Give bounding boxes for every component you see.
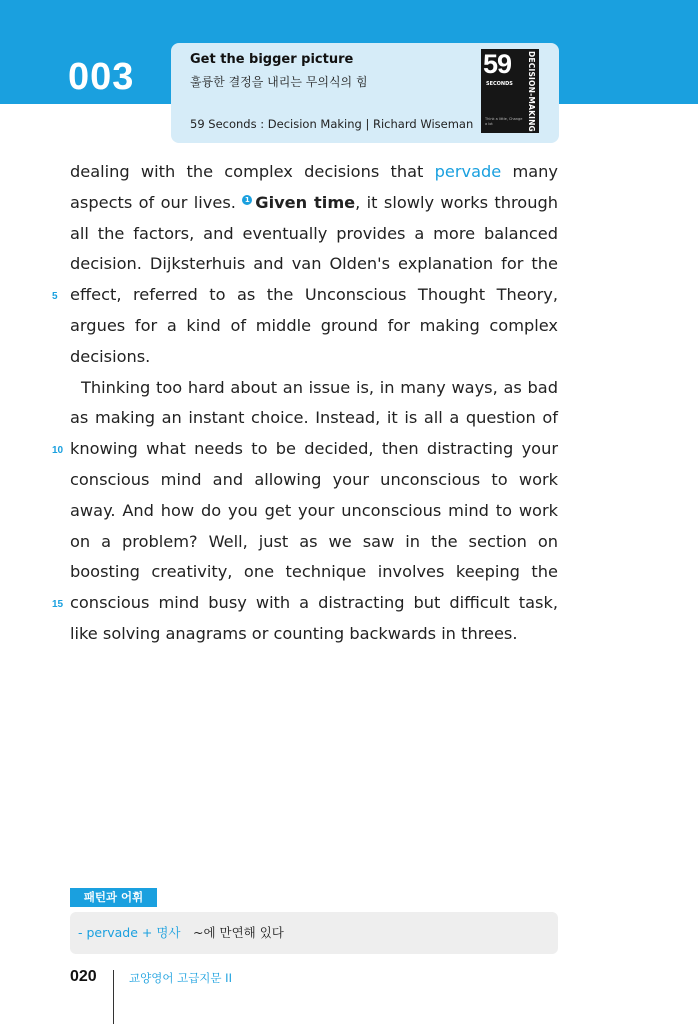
passage-body — [70, 157, 558, 650]
book-cover-seconds: SECONDS — [486, 81, 513, 87]
line-number-15: 15 — [52, 599, 64, 610]
book-cover-image — [481, 49, 539, 133]
paragraph-1-text-a: dealing with the complex decisions that — [70, 162, 435, 181]
paragraph-1 — [70, 157, 558, 373]
lesson-number: 003 — [68, 56, 135, 98]
line-number-10: 10 — [52, 445, 64, 456]
book-cover-spine: DECISION-MAKING — [527, 51, 536, 132]
vocab-box — [70, 912, 558, 954]
book-cover-number: 59 — [483, 49, 512, 79]
passage-source: 59 Seconds : Decision Making | Richard Wiseman — [190, 117, 474, 131]
paragraph-1-text-b: many aspects of our lives. — [70, 162, 558, 212]
line-number-5: 5 — [52, 291, 58, 302]
passage-title: Get the bigger picture — [190, 52, 354, 67]
vocab-meaning: ~에 만연해 있다 — [193, 925, 284, 940]
paragraph-1-bold: Given time — [255, 192, 356, 212]
paragraph-2: Thinking too hard about an issue is, in many ways, as bad as making an instant choice. Instead, it is all a question of knowing what needs to be decided, then distracting your conscious mind and allowing your unconscious to work away. And how do you get your unconscious mind to work on a problem? Well, just as we saw in the section on boosting creativity, one technique involves keeping the conscious mind busy with a distracting but difficult task, like solving anagrams or counting backwards in threes. — [70, 377, 558, 643]
page-number: 020 — [70, 968, 97, 985]
vocab-section-label: 패턴과 어휘 — [70, 888, 157, 907]
book-cover-tagline: Think a little, Change a lot — [485, 117, 523, 126]
vocab-highlight: pervade — [434, 162, 502, 181]
paragraph-1-text-c: , it slowly works through all the factors, and eventually provides a more balanced decision. Dijksterhuis and van Olden's explanation for the effect, referred to as the Unconscious Thought Theory, argues for a kind of middle ground for making complex decisions. — [70, 192, 558, 366]
passage-subtitle: 훌륭한 결정을 내리는 무의식의 힘 — [190, 75, 368, 89]
note-marker-icon: 1 — [242, 195, 252, 205]
footer-divider — [113, 970, 114, 1024]
source-card — [171, 43, 559, 143]
book-series-title: 교양영어 고급지문 II — [129, 971, 232, 985]
vocab-term: - pervade + 명사 — [78, 925, 181, 940]
